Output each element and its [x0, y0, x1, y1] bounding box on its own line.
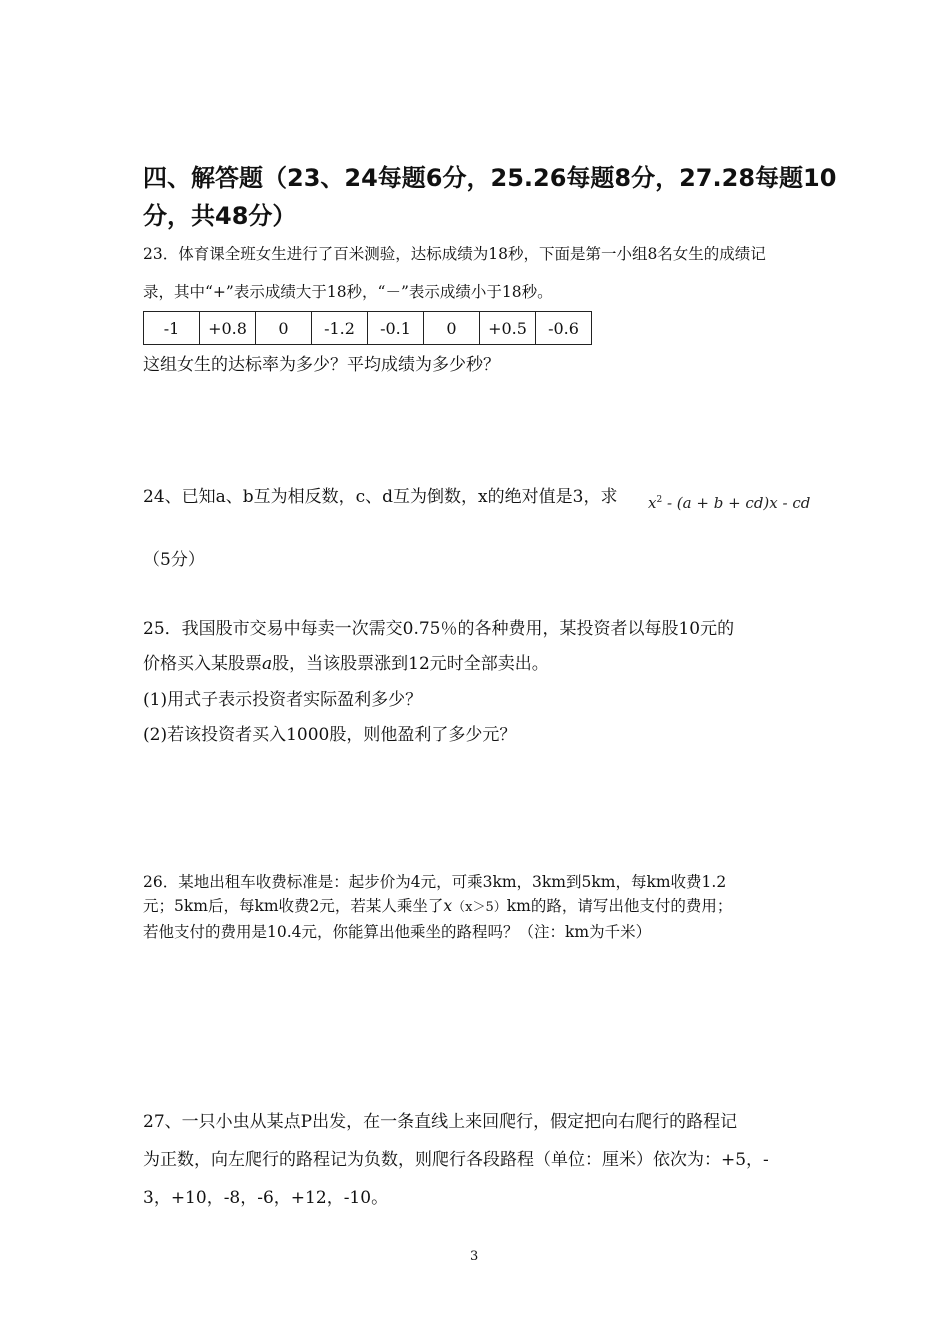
- q24-expr-rest: - (a + b + cd)x - cd: [662, 494, 811, 512]
- section-title-line2: 分，共48分）: [143, 202, 297, 230]
- q25-line1: 25．我国股市交易中每卖一次需交0.75％的各种费用，某投资者以每股10元的: [143, 619, 735, 639]
- q23-question: 这组女生的达标率为多少？平均成绩为多少秒？: [143, 355, 500, 375]
- q27-line3: 3，+10，-8，-6，+12，-10。: [143, 1188, 389, 1208]
- score-cell-3: 0: [256, 312, 312, 345]
- q25-sub2: (2)若该投资者买入1000股，则他盈利了多少元？: [143, 725, 517, 745]
- q24-expr-x: x: [648, 494, 657, 512]
- q23-line1: 23．体育课全班女生进行了百米测验，达标成绩为18秒，下面是第一小组8名女生的成绩记: [143, 245, 766, 263]
- q26-line3: 若他支付的费用是10.4元，你能算出他乘坐的路程吗？（注：km为千米）: [143, 923, 652, 941]
- q26-variable-x: x: [443, 897, 453, 915]
- q24-expr-sup: 2: [656, 495, 663, 505]
- score-cell-7: +0.5: [480, 312, 536, 345]
- q24-text: 24、已知a、b互为相反数，c、d互为倒数，x的绝对值是3，求: [143, 487, 618, 507]
- q26-line2-pre: 元；5km后，每km收费2元，若某人乘坐了: [143, 897, 444, 915]
- q27-line1: 27、一只小虫从某点P出发，在一条直线上来回爬行，假定把向右爬行的路程记: [143, 1112, 738, 1132]
- q26-line2-post: km的路，请写出他支付的费用；: [506, 897, 733, 915]
- score-cell-6: 0: [424, 312, 480, 345]
- score-cell-2: +0.8: [200, 312, 256, 345]
- q26-line2: [143, 894, 732, 916]
- q26-condition: （x＞5）: [452, 900, 507, 915]
- score-cell-8: -0.6: [536, 312, 592, 345]
- q27-line2: 为正数，向左爬行的路程记为负数，则爬行各段路程（单位：厘米）依次为：+5，-: [143, 1150, 769, 1170]
- section-title-line1: 四、解答题（23、24每题6分，25.26每题8分，27.28每题10: [143, 164, 837, 192]
- q25-line2-pre: 价格买入某股票: [143, 654, 262, 674]
- page-number: 3: [470, 1249, 479, 1264]
- q23-line2: 录，其中“+”表示成绩大于18秒，“－”表示成绩小于18秒。: [143, 283, 553, 301]
- q25-line2-post: 股，当该股票涨到12元时全部卖出。: [272, 654, 549, 674]
- score-cell-5: -0.1: [368, 312, 424, 345]
- q23-score-table: [143, 311, 592, 345]
- q25-line2: [143, 649, 549, 674]
- q26-line1: 26．某地出租车收费标准是：起步价为4元，可乘3km，3km到5km，每km收费1.2: [143, 873, 727, 891]
- q25-sub1: (1)用式子表示投资者实际盈利多少？: [143, 690, 423, 710]
- q24-expression: [648, 494, 810, 512]
- score-cell-4: -1.2: [312, 312, 368, 345]
- score-cell-1: -1: [144, 312, 200, 345]
- q24-score: （5分）: [143, 550, 205, 570]
- q25-variable-a: a: [262, 654, 273, 674]
- table-row: [144, 312, 592, 345]
